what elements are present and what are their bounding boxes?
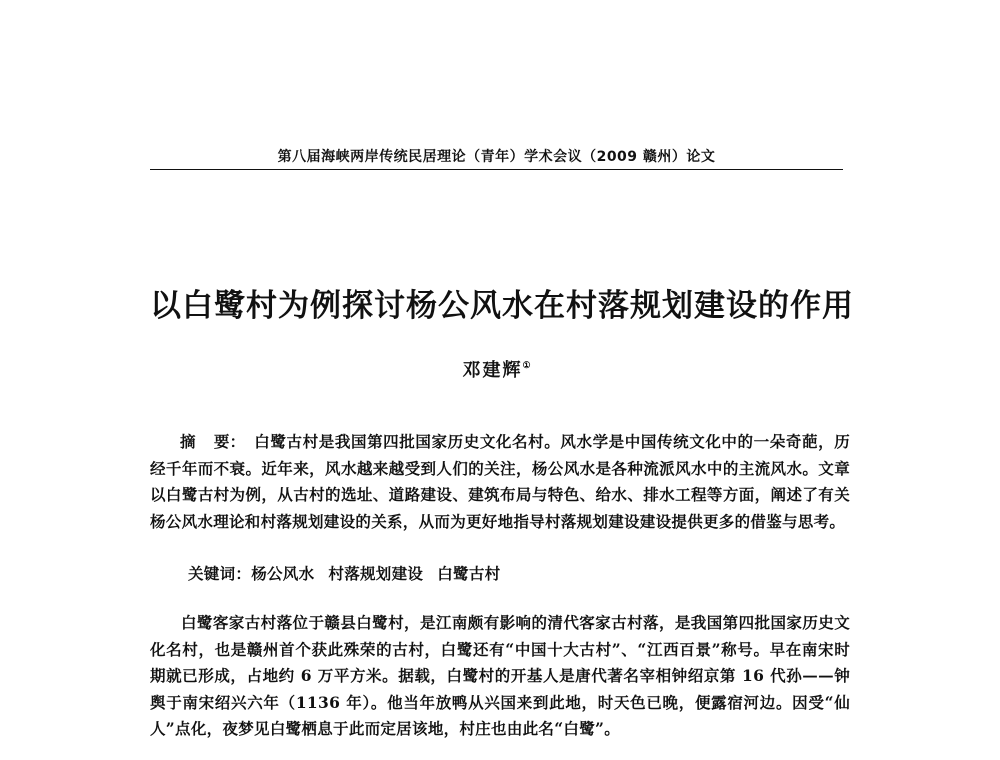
keyword-item: 白鹭古村 <box>437 564 501 583</box>
abstract-text: 白鹭古村是我国第四批国家历史文化名村。风水学是中国传统文化中的一朵奇葩，历经千年而不衰。近年来，风水越来越受到人们的关注，杨公风水是各种流派风水中的主流风水。文章以白鹭古村为例，从古村的选址、道路建设、建筑布局与特色、给水、排水工程等方面，阐述了有关杨公风水理论和村落规划建设的关系，从而为更好地指导村落规划建设建设提供更多的借鉴与思考。 <box>150 432 850 531</box>
keyword-item: 村落规划建设 <box>328 564 424 583</box>
running-header: 第八届海峡两岸传统民居理论（青年）学术会议（2009 赣州）论文 <box>277 149 716 165</box>
keyword-item: 杨公风水 <box>251 564 315 583</box>
author-name: 邓建辉 <box>462 360 523 381</box>
paper-title: 以白鹭村为例探讨杨公风水在村落规划建设的作用 <box>150 288 854 324</box>
keywords <box>150 561 850 588</box>
keywords-label: 关键词： <box>188 564 252 583</box>
author-footnote-mark: ① <box>522 361 531 371</box>
abstract-label-text: 摘 要： <box>180 432 246 451</box>
body-paragraph: 白鹭客家古村落位于赣县白鹭村，是江南颇有影响的清代客家古村落，是我国第四批国家历史文化名村，也是赣州首个获此殊荣的古村，白鹭还有“中国十大古村”、“江西百景”称号。早在南宋时期就已形成，占地约 6 万平方米。据载，白鹭村的开基人是唐代著名宰相钟绍京第 16 代孙——钟舆于南宋绍兴六年（1136 年）。他当年放鸭从兴国来到此地，时天色已晚，便露宿河边。因受“仙人”点化，夜梦见白鹭栖息于此而定居该地，村庄也由此名“白鹭”。 <box>150 613 850 738</box>
abstract-label <box>150 429 254 456</box>
abstract <box>150 429 850 535</box>
header-rule <box>150 169 843 170</box>
author-line <box>150 356 843 382</box>
